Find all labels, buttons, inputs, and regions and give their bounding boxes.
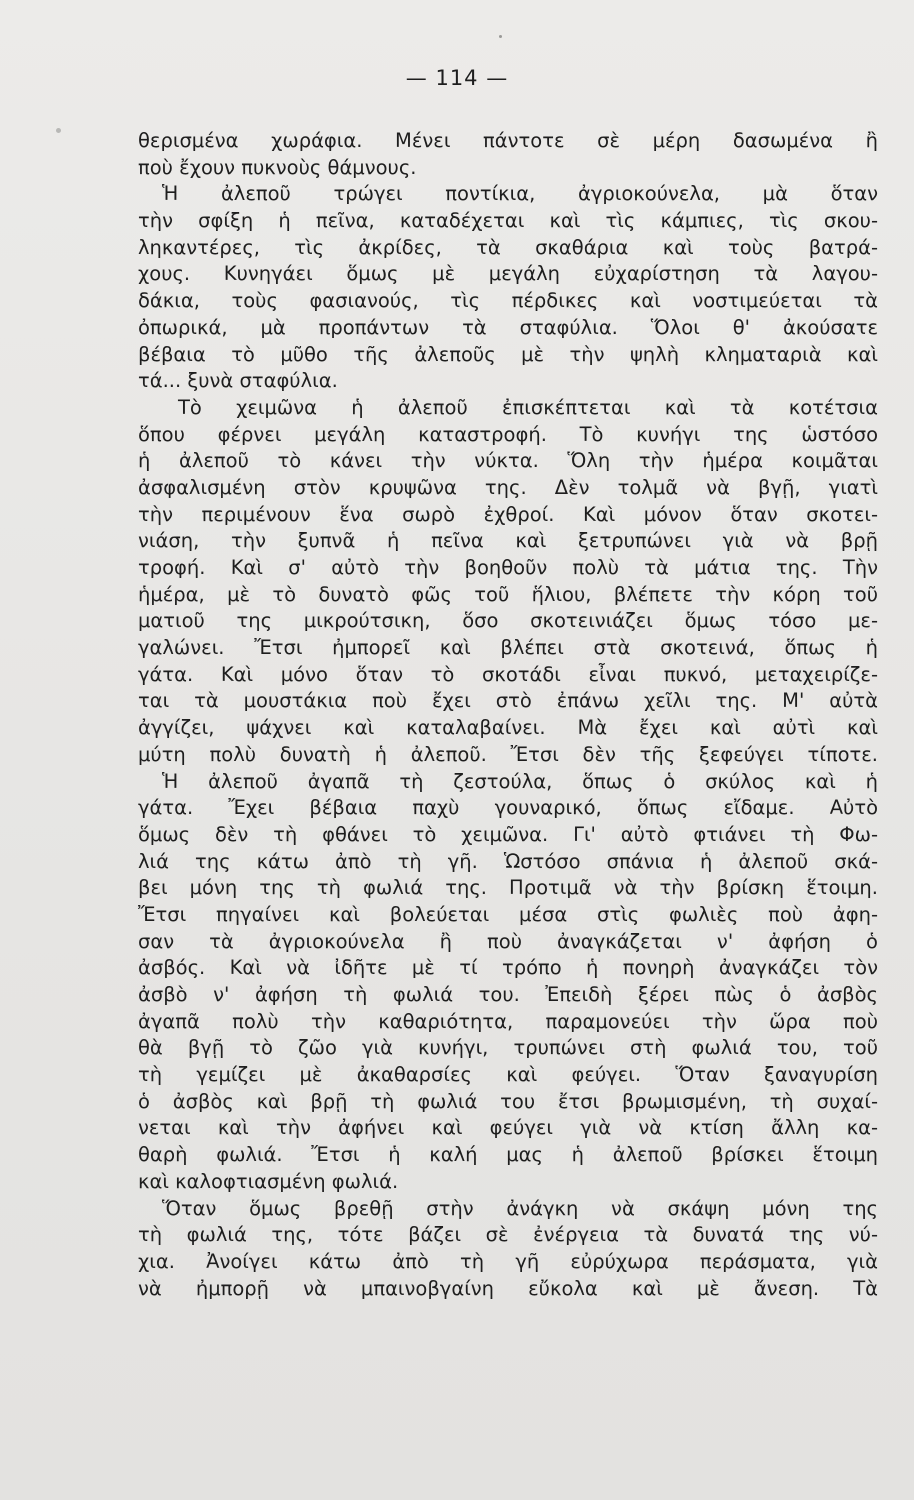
text-line: δάκια, τοὺς φασιανούς, τὶς πέρδικες καὶ νοστιμεύεται τὰ: [138, 289, 878, 313]
text-line: Ἡ ἀλεποῦ ἀγαπᾶ τὴ ζεστούλα, ὅπως ὁ σκύλος καὶ ἡ: [162, 769, 878, 793]
text-line: ἡμέρα, μὲ τὸ δυνατὸ φῶς τοῦ ἥλιου, βλέπετε τὴν κόρη τοῦ: [138, 582, 878, 606]
text-line: λιά της κάτω ἀπὸ τὴ γῆ. Ὡστόσο σπάνια ἡ ἀλεποῦ σκά-: [138, 849, 878, 873]
text-line: τὴν σφίξη ἡ πεῖνα, καταδέχεται καὶ τὶς κάμπιες, τὶς σκου-: [138, 209, 878, 233]
ink-speck: [56, 128, 61, 133]
text-line: ἀσφαλισμένη στὸν κρυψῶνα της. Δὲν τολμᾶ νὰ βγῇ, γιατὶ: [138, 475, 878, 499]
text-line: νιάση, τὴν ξυπνᾶ ἡ πεῖνα καὶ ξετρυπώνει γιὰ νὰ βρῇ: [138, 529, 878, 553]
text-line: γάτα. Ἔχει βέβαια παχὺ γουναρικό, ὅπως εἴδαμε. Αὐτὸ: [138, 796, 878, 820]
text-line: θὰ βγῇ τὸ ζῶο γιὰ κυνήγι, τρυπώνει στὴ φωλιά του, τοῦ: [138, 1036, 878, 1060]
text-line: ἀσβὸ ν' ἀφήση τὴ φωλιά του. Ἐπειδὴ ξέρει πὼς ὁ ἀσβὸς: [138, 983, 878, 1006]
text-line: ποὺ ἔχουν πυκνοὺς θάμνους.: [138, 155, 417, 179]
text-line: ληκαντέρες, τὶς ἀκρίδες, τὰ σκαθάρια καὶ τοὺς βατρά-: [138, 235, 878, 259]
text-line: μύτη πολὺ δυνατὴ ἡ ἀλεποῦ. Ἔτσι δὲν τῆς ξεφεύγει τίποτε.: [138, 742, 878, 766]
text-line: Ὅταν ὅμως βρεθῇ στὴν ἀνάγκη νὰ σκάψη μόνη της: [162, 1196, 878, 1220]
text-line: ἀγγίζει, ψάχνει καὶ καταλαβαίνει. Μὰ ἔχει καὶ αὐτὶ καὶ: [138, 716, 878, 740]
text-line: θερισμένα χωράφια. Μένει πάντοτε σὲ μέρη δασωμένα ἢ: [138, 129, 878, 152]
body-text: [138, 128, 878, 1302]
text-line: ὀπωρικά, μὰ προπάντων τὰ σταφύλια. Ὅλοι θ' ἀκούσατε: [138, 315, 878, 339]
text-line: ἡ ἀλεποῦ τὸ κάνει τὴν νύκτα. Ὅλη τὴν ἡμέρα κοιμᾶται: [138, 449, 878, 473]
text-line: βει μόνη της τὴ φωλιά της. Προτιμᾶ νὰ τὴν βρίσκη ἕτοιμη.: [138, 876, 878, 900]
text-line: βέβαια τὸ μῦθο τῆς ἀλεποῦς μὲ τὴν ψηλὴ κληματαριὰ καὶ: [138, 342, 878, 366]
text-line: Ἔτσι πηγαίνει καὶ βολεύεται μέσα στὶς φωλιὲς ποὺ ἀφη-: [138, 902, 878, 926]
text-line: ὁ ἀσβὸς καὶ βρῇ τὴ φωλιά του ἔτσι βρωμισμένη, τὴ συχαί-: [138, 1089, 878, 1113]
text-line: σαν τὰ ἀγριοκούνελα ἢ ποὺ ἀναγκάζεται ν' ἀφήση ὁ: [138, 929, 878, 953]
text-line: θαρὴ φωλιά. Ἔτσι ἡ καλή μας ἡ ἀλεποῦ βρίσκει ἕτοιμη: [138, 1143, 878, 1167]
text-line: νεται καὶ τὴν ἀφήνει καὶ φεύγει γιὰ νὰ κτίση ἄλλη κα-: [138, 1116, 878, 1140]
text-line: ὅπου φέρνει μεγάλη καταστροφή. Τὸ κυνήγι της ὡστόσο: [138, 422, 878, 446]
text-line: τά... ξυνὰ σταφύλια.: [138, 369, 338, 393]
text-line: τροφή. Καὶ σ' αὐτὸ τὴν βοηθοῦν πολὺ τὰ μάτια της. Τὴν: [138, 556, 878, 579]
text-line: τὴ φωλιά της, τότε βάζει σὲ ἐνέργεια τὰ δυνατά της νύ-: [138, 1223, 878, 1247]
text-line: ἀσβός. Καὶ νὰ ἰδῆτε μὲ τί τρόπο ἡ πονηρὴ ἀναγκάζει τὸν: [138, 956, 878, 980]
text-line: Τὸ χειμῶνα ἡ ἀλεποῦ ἐπισκέπτεται καὶ τὰ κοτέτσια: [178, 395, 878, 419]
text-line: καὶ καλοφτιασμένη φωλιά.: [138, 1169, 399, 1193]
text-line: ται τὰ μουστάκια ποὺ ἔχει στὸ ἐπάνω χεῖλι της. Μ' αὐτὰ: [138, 689, 878, 713]
text-line: τὴν περιμένουν ἕνα σωρὸ ἐχθροί. Καὶ μόνον ὅταν σκοτει-: [138, 502, 878, 526]
text-line: ματιοῦ της μικρούτσικη, ὅσο σκοτεινιάζει ὅμως τόσο με-: [138, 609, 878, 633]
text-line: ἀγαπᾶ πολὺ τὴν καθαριότητα, παραμονεύει τὴν ὥρα ποὺ: [138, 1009, 878, 1033]
text-line: χια. Ἀνοίγει κάτω ἀπὸ τὴ γῆ εὐρύχωρα περάσματα, γιὰ: [138, 1249, 878, 1273]
text-line: Ἡ ἀλεποῦ τρώγει ποντίκια, ἀγριοκούνελα, μὰ ὅταν: [162, 182, 878, 206]
text-line: χους. Κυνηγάει ὅμως μὲ μεγάλη εὐχαρίστηση τὰ λαγου-: [138, 262, 878, 286]
text-line: νὰ ἠμπορῇ νὰ μπαινοβγαίνη εὔκολα καὶ μὲ ἄνεση. Τὰ: [138, 1276, 878, 1300]
text-line: γάτα. Καὶ μόνο ὅταν τὸ σκοτάδι εἶναι πυκνό, μεταχειρίζε-: [138, 662, 878, 686]
ink-speck: [499, 35, 502, 38]
text-line: γαλώνει. Ἔτσι ἠμπορεῖ καὶ βλέπει στὰ σκοτεινά, ὅπως ἡ: [138, 636, 878, 660]
text-line: ὅμως δὲν τὴ φθάνει τὸ χειμῶνα. Γι' αὐτὸ φτιάνει τὴ Φω-: [138, 822, 878, 846]
text-line: τὴ γεμίζει μὲ ἀκαθαρσίες καὶ φεύγει. Ὅταν ξαναγυρίση: [138, 1063, 878, 1087]
page-number: — 114 —: [405, 66, 509, 90]
